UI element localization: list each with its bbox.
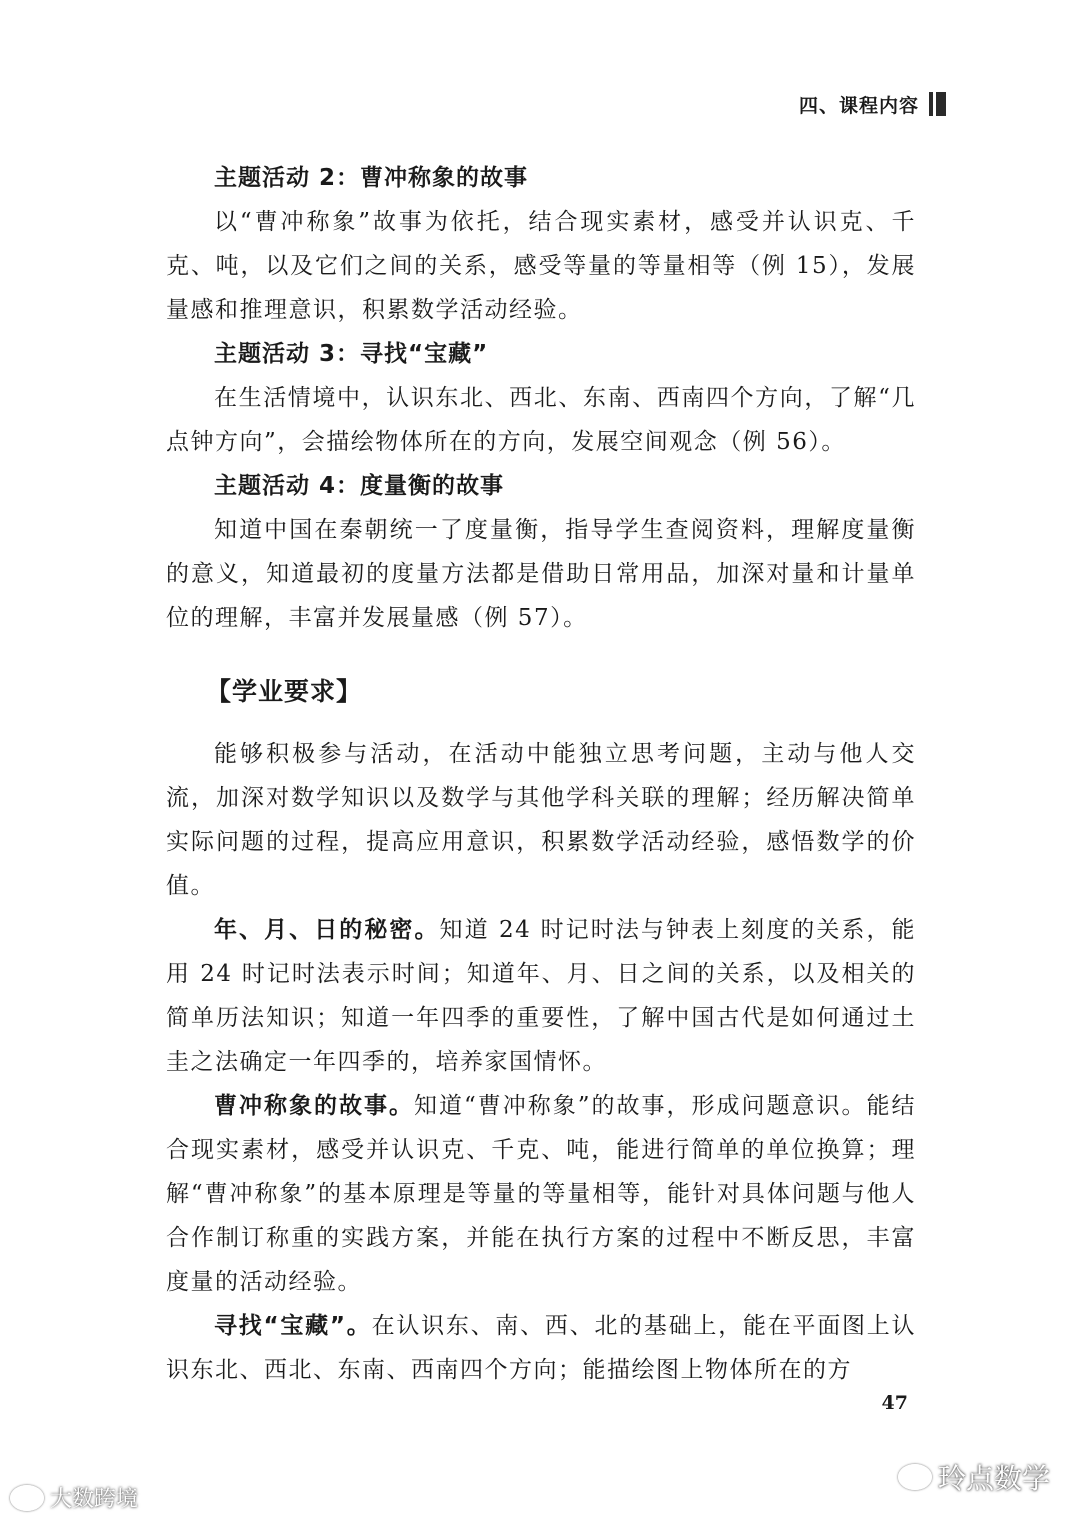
running-header bbox=[799, 86, 946, 122]
activity-text-4: 知道中国在秦朝统一了度量衡，指导学生查阅资料，理解度量衡的意义，知道最初的度量方法都是借助日常用品，加深对量和计量单位的理解，丰富并发展量感（例 57）。 bbox=[166, 517, 916, 631]
requirement-item-text: 在认识东、南、西、北的基础上，能在平面图上认识东北、西北、东南、西南四个方向；能描绘图上物体所在的方 bbox=[166, 1313, 917, 1383]
requirement-item bbox=[166, 1304, 916, 1392]
activity-heading-2: 主题活动 2：曹冲称象的故事 bbox=[214, 165, 529, 191]
requirement-item bbox=[166, 1084, 916, 1304]
requirement-item-text: 知道“曹冲称象”的故事，形成问题意识。能结合现实素材，感受并认识克、千克、吨，能进行简单的单位换算；理解“曹冲称象”的基本原理是等量的等量相等，能针对具体问题与他人合作制订称重的实践方案，并能在执行方案的过程中不断反思，丰富度量的活动经验。 bbox=[166, 1093, 916, 1295]
watermark-right-text: 玲点数学 bbox=[937, 1462, 1050, 1495]
requirement-item-text: 知道 24 时记时法与钟表上刻度的关系，能用 24 时记时法表示时间；知道年、月、日之间的关系，以及相关的简单历法知识；知道一年四季的重要性，了解中国古代是如何通过土圭之法确定一年四季的，培养家国情怀。 bbox=[166, 917, 917, 1075]
section-title-academic-requirements: 【学业要求】 bbox=[206, 677, 363, 706]
activity-heading-4: 主题活动 4：度量衡的故事 bbox=[214, 473, 505, 499]
watermark-right bbox=[898, 1457, 1050, 1497]
requirements-intro: 能够积极参与活动，在活动中能独立思考问题，主动与他人交流，加深对数学知识以及数学与其他学科关联的理解；经历解决简单实际问题的过程，提高应用意识，积累数学活动经验，感悟数学的价值。 bbox=[166, 741, 916, 899]
requirement-item-lead: 寻找“宝藏”。 bbox=[214, 1313, 372, 1339]
requirement-item-lead: 曹冲称象的故事。 bbox=[214, 1093, 414, 1119]
watermark-left-text: 大数跨境 bbox=[50, 1487, 139, 1512]
watermark-left bbox=[10, 1482, 138, 1513]
wechat-icon bbox=[898, 1464, 932, 1490]
activity-heading-3: 主题活动 3：寻找“宝藏” bbox=[214, 341, 489, 367]
page-number: 47 bbox=[881, 1392, 908, 1414]
activity-text-3: 在生活情境中，认识东北、西北、东南、西南四个方向，了解“几点钟方向”，会描绘物体所在的方向，发展空间观念（例 56）。 bbox=[166, 385, 916, 455]
activity-text-2: 以“曹冲称象”故事为依托，结合现实素材，感受并认识克、千克、吨，以及它们之间的关系，感受等量的等量相等（例 15），发展量感和推理意识，积累数学活动经验。 bbox=[166, 209, 916, 323]
header-section-title: 四、课程内容 bbox=[798, 94, 919, 117]
watermark-logo-icon bbox=[10, 1485, 44, 1511]
page-body bbox=[166, 156, 916, 1392]
requirement-item-lead: 年、月、日的秘密。 bbox=[214, 917, 440, 943]
header-bars-decoration bbox=[929, 92, 946, 116]
requirement-item bbox=[166, 908, 916, 1084]
